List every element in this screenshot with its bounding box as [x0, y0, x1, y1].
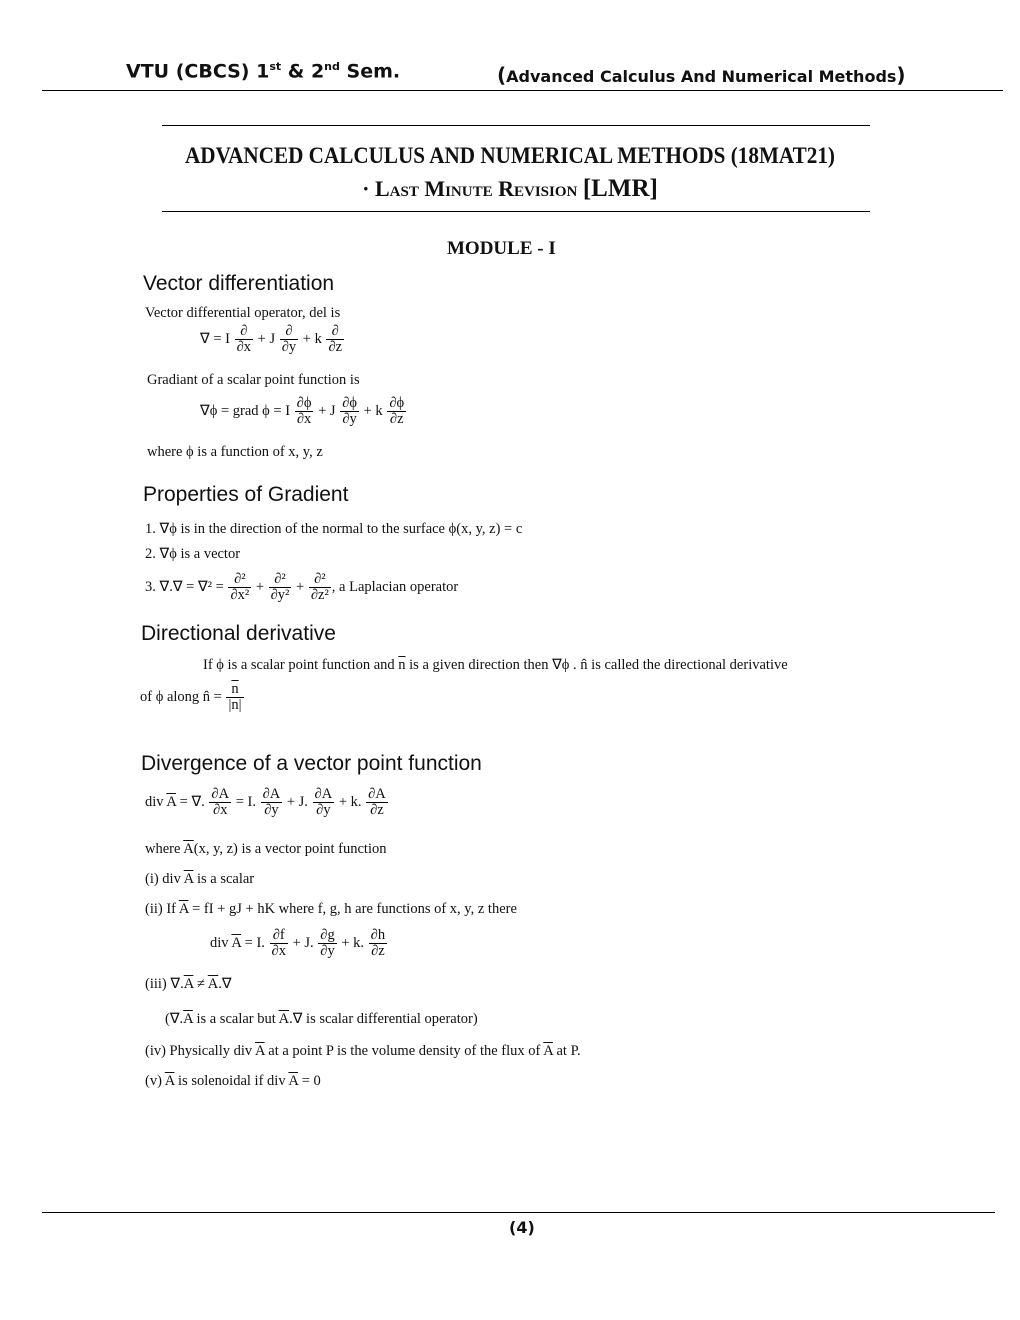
numerator: ∂A: [262, 786, 281, 802]
numerator: ∂ϕ: [296, 395, 312, 411]
numerator: ∂A: [314, 786, 333, 802]
formula-text: 3. ∇.∇ = ∇² =: [145, 579, 224, 596]
denominator: ∂x: [271, 943, 286, 960]
formula-text: + k.: [338, 794, 362, 811]
text: (ii) If: [145, 901, 179, 917]
vector-n: $\overline{n}$: [398, 657, 406, 673]
vector-a: $\overline{A}$: [254, 1043, 265, 1059]
fraction: [313, 787, 335, 818]
numerator: ∂h: [370, 927, 386, 943]
formula-text: = I.: [241, 935, 265, 952]
numerator: ∂A: [211, 786, 230, 802]
formula-text: div: [210, 935, 232, 952]
vector-a: $\overline{A}$: [183, 871, 194, 887]
fraction: [226, 682, 243, 713]
formula-div-components: [210, 928, 388, 959]
text: (v): [145, 1073, 165, 1089]
denominator: ∂x²: [230, 587, 250, 604]
denominator: ∂z²: [310, 587, 329, 604]
text-line: [145, 841, 386, 858]
text: ≠: [193, 976, 208, 992]
fraction: [340, 396, 359, 427]
vector-a: $\overline{A}$: [231, 935, 242, 952]
subtitle-text: · Last Minute Revision: [362, 176, 583, 201]
fraction: [295, 396, 314, 427]
list-item: [145, 901, 517, 918]
section-heading: Properties of Gradient: [143, 483, 349, 506]
formula-text: + k.: [341, 935, 365, 952]
formula-text: = I.: [235, 794, 256, 811]
text: is a scalar but: [192, 1011, 279, 1027]
denominator: ∂z: [370, 802, 384, 819]
paren: (: [497, 63, 507, 87]
section-heading: Divergence of a vector point function: [141, 752, 482, 775]
formula-text: ∇ = I: [200, 331, 230, 348]
text: is solenoidal if div: [174, 1073, 289, 1089]
text: If ϕ is a scalar point function and: [203, 657, 399, 673]
denominator: ∂x: [296, 411, 312, 428]
vector-a: $\overline{A}$: [288, 1073, 299, 1089]
text: (iv) Physically div: [145, 1043, 255, 1059]
subtitle-abbr: [LMR]: [582, 175, 658, 202]
text: at P.: [552, 1043, 581, 1059]
vector-a: $\overline{A}$: [207, 976, 219, 992]
section-heading: Vector differentiation: [143, 272, 335, 295]
header-course-text: Sem.: [339, 60, 401, 83]
fraction: [209, 787, 231, 818]
numerator: ∂²: [269, 572, 292, 588]
denominator: ∂y²: [270, 587, 290, 604]
text: .∇ is scalar differential operator): [289, 1011, 478, 1027]
formula-text: ∇ϕ = grad ϕ = I: [200, 403, 291, 420]
header-subject: [497, 63, 906, 87]
text-line: Gradiant of a scalar point function is: [147, 372, 360, 388]
title-rule-bottom: [162, 211, 870, 212]
formula-text: + J: [257, 331, 276, 348]
text-line: [203, 657, 788, 674]
title-rule-top: [162, 125, 870, 126]
vector-a: $\overline{A}$: [164, 1073, 175, 1089]
formula-text: +: [255, 579, 265, 596]
fraction: [228, 572, 251, 603]
formula-text: +: [296, 579, 305, 596]
header-sup: st: [269, 60, 282, 73]
header-course: [126, 60, 400, 82]
module-heading: MODULE - I: [447, 238, 556, 259]
text: of ϕ along n̂ =: [140, 689, 222, 706]
list-item-laplacian: [145, 572, 458, 603]
numerator: ∂f: [270, 928, 288, 944]
formula-text: + J.: [292, 935, 314, 952]
footer-rule: [42, 1212, 995, 1213]
formula-text: + J: [318, 403, 336, 420]
numerator: ∂ϕ: [389, 395, 405, 411]
list-item: [145, 1073, 321, 1090]
text: (∇.: [165, 1011, 184, 1027]
header-sup: nd: [324, 60, 340, 73]
list-item: 2. ∇ϕ is a vector: [145, 546, 241, 562]
numerator: ∂²: [228, 572, 251, 588]
denominator: ∂y: [320, 943, 335, 960]
numerator: ∂g: [320, 927, 335, 943]
fraction: [270, 928, 288, 959]
denominator: ∂y: [281, 339, 297, 356]
list-item: [145, 1043, 581, 1060]
numerator: $\overline{n}$: [226, 682, 243, 698]
formula-text: + k: [363, 403, 383, 420]
text: (iii) ∇.: [145, 976, 184, 992]
section-heading: Directional derivative: [141, 622, 336, 645]
formula-text: + J.: [286, 794, 308, 811]
numerator: ∂ϕ: [342, 395, 357, 411]
text: (x, y, z) is a vector point function: [193, 841, 387, 857]
numerator: ∂: [280, 324, 298, 340]
text: where: [145, 841, 184, 857]
numerator: ∂A: [368, 786, 386, 802]
fraction: [269, 572, 292, 603]
denominator: ∂y: [342, 411, 357, 428]
vector-a: $\overline{A}$: [543, 1043, 553, 1059]
header-course-text: VTU (CBCS) 1: [126, 60, 270, 83]
text: .∇: [218, 976, 232, 992]
denominator: ∂z: [389, 411, 404, 428]
vector-a: $\overline{A}$: [278, 1011, 290, 1027]
formula-text: + k: [302, 331, 322, 348]
numerator: ∂: [235, 324, 253, 340]
denominator: ∂y: [316, 802, 331, 819]
denominator: ∂x: [213, 802, 228, 819]
text: = 0: [298, 1073, 321, 1089]
formula-div: [145, 787, 389, 818]
text: = fI + gJ + hK where f, g, h are functions of x, y, z there: [188, 901, 517, 917]
formula-text: , a Laplacian operator: [331, 579, 459, 596]
header-course-text: & 2: [281, 60, 325, 83]
vector-a: $\overline{A}$: [183, 1011, 193, 1027]
text: (i) div: [145, 871, 184, 887]
vector-a: $\overline{A}$: [178, 901, 189, 917]
vector-a: $\overline{A}$: [183, 976, 194, 992]
denominator: ∂y: [264, 802, 279, 819]
text: is a scalar: [193, 871, 255, 887]
fraction: [366, 787, 388, 818]
vector-a: $\overline{A}$: [166, 794, 177, 811]
fraction: [387, 396, 406, 427]
formula-text: = ∇.: [176, 794, 205, 811]
denominator: ∂z: [371, 943, 385, 960]
page-number: (4): [509, 1218, 535, 1237]
fraction: [261, 787, 283, 818]
fraction: [326, 324, 344, 355]
formula-grad: [200, 396, 407, 427]
numerator: ∂: [326, 324, 344, 340]
list-item: [145, 976, 232, 993]
fraction: [369, 928, 387, 959]
fraction: [309, 572, 331, 603]
list-item: 1. ∇ϕ is in the direction of the normal to the surface ϕ(x, y, z) = c: [145, 521, 523, 537]
text-line: where ϕ is a function of x, y, z: [147, 444, 323, 460]
header-rule: [42, 90, 1003, 91]
text: is a given direction then ∇ϕ . n̂ is called the directional derivative: [405, 657, 788, 673]
fraction: [318, 928, 336, 959]
document-subtitle: [0, 175, 1020, 203]
fraction: [280, 324, 298, 355]
denominator: ∂z: [328, 339, 343, 356]
fraction: [235, 324, 253, 355]
header-subject-text: Advanced Calculus And Numerical Methods: [506, 67, 897, 86]
vector-a: $\overline{A}$: [183, 841, 194, 857]
text: at a point P is the volume density of the flux of: [264, 1043, 544, 1059]
denominator: |n|: [228, 697, 242, 714]
denominator: ∂x: [236, 339, 252, 356]
list-item: [145, 871, 254, 888]
formula-del: [200, 324, 345, 355]
numerator: ∂²: [309, 572, 331, 588]
paren: ): [896, 63, 906, 87]
formula-text: div: [145, 794, 167, 811]
note-line: [165, 1011, 478, 1028]
text-line: [140, 682, 245, 713]
document-title: ADVANCED CALCULUS AND NUMERICAL METHODS (18MAT21): [185, 143, 835, 168]
text-line: Vector differential operator, del is: [145, 305, 341, 321]
